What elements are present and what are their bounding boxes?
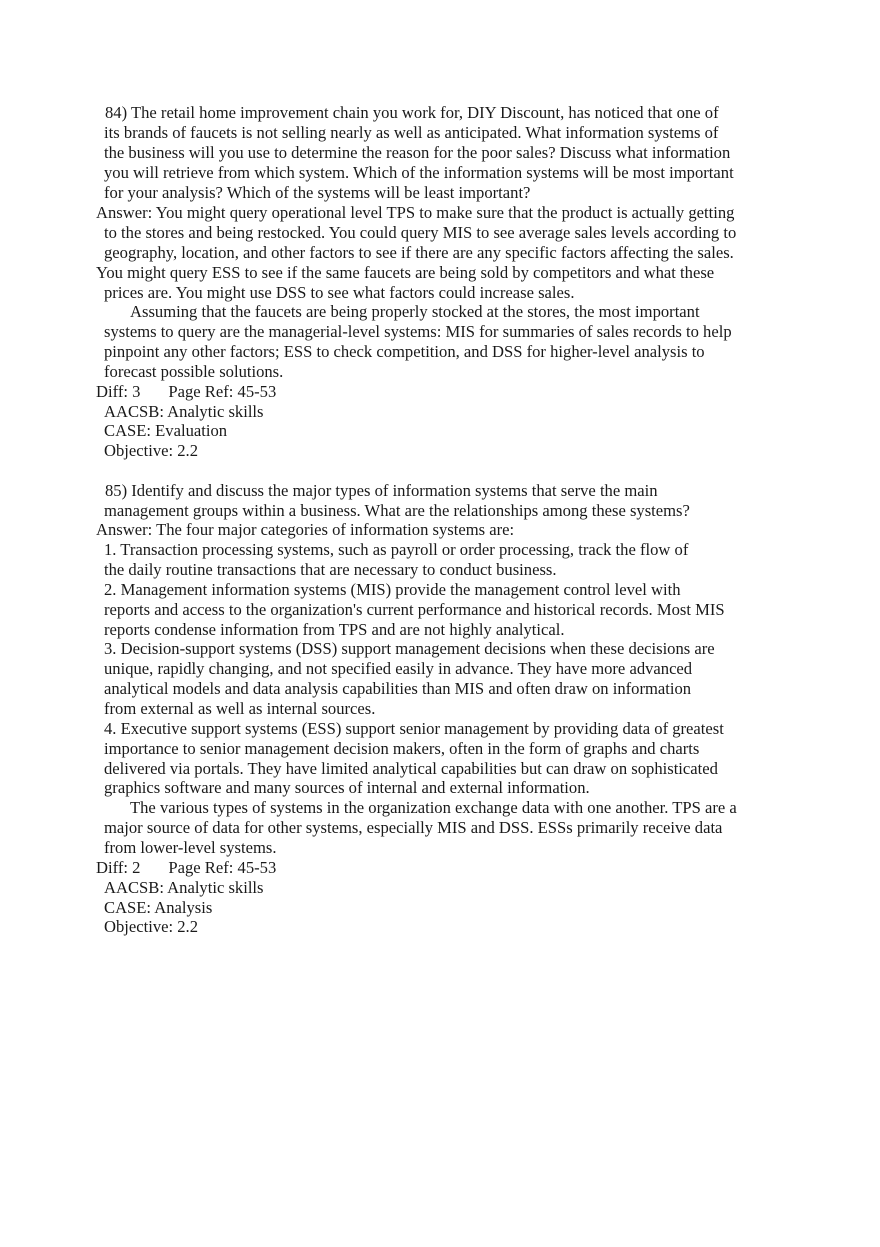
diff-value: Diff: 3: [96, 382, 141, 401]
page-ref: Page Ref: 45-53: [168, 382, 277, 401]
question-line: the business will you use to determine the reason for the poor sales? Discuss what information: [104, 143, 731, 162]
answer-line: importance to senior management decision makers, often in the form of graphs and charts: [104, 739, 700, 758]
question-line: 85) Identify and discuss the major types of information systems that serve the main: [105, 481, 658, 500]
answer-line: The various types of systems in the organization exchange data with one another. TPS are a: [130, 798, 737, 817]
answer-line: geography, location, and other factors to see if there are any specific factors affecting the sales.: [104, 243, 734, 262]
question-line: for your analysis? Which of the systems will be least important?: [104, 183, 531, 202]
answer-line: 1. Transaction processing systems, such as payroll or order processing, track the flow of: [104, 540, 689, 559]
answer-line: reports condense information from TPS and are not highly analytical.: [104, 620, 565, 639]
answer-line: from lower-level systems.: [104, 838, 277, 857]
answer-line: systems to query are the managerial-level systems: MIS for summaries of sales records to help: [104, 322, 732, 341]
answer-line: major source of data for other systems, especially MIS and DSS. ESSs primarily receive data: [104, 818, 723, 837]
answer-line: from external as well as internal sources.: [104, 699, 376, 718]
diff-line: [96, 858, 276, 878]
answer-line: graphics software and many sources of internal and external information.: [104, 778, 590, 797]
question-line: 84) The retail home improvement chain you work for, DIY Discount, has noticed that one of: [105, 103, 719, 122]
aacsb-line: AACSB: Analytic skills: [104, 402, 264, 421]
objective-line: Objective: 2.2: [104, 917, 199, 936]
question-line: you will retrieve from which system. Which of the information systems will be most important: [104, 163, 734, 182]
answer-line: forecast possible solutions.: [104, 362, 284, 381]
answer-line: to the stores and being restocked. You could query MIS to see average sales levels according to: [104, 223, 737, 242]
objective-line: Objective: 2.2: [104, 441, 199, 460]
answer-line: You might query ESS to see if the same faucets are being sold by competitors and what these: [96, 263, 715, 282]
case-line: CASE: Analysis: [104, 898, 213, 917]
answer-line: 4. Executive support systems (ESS) support senior management by providing data of greatest: [104, 719, 724, 738]
answer-line: 3. Decision-support systems (DSS) support management decisions when these decisions are: [104, 639, 715, 658]
answer-line: prices are. You might use DSS to see what factors could increase sales.: [104, 283, 575, 302]
question-line: its brands of faucets is not selling nearly as well as anticipated. What information systems of: [104, 123, 719, 142]
case-line: CASE: Evaluation: [104, 421, 228, 440]
answer-line: delivered via portals. They have limited analytical capabilities but can draw on sophisticated: [104, 759, 718, 778]
diff-line: [96, 382, 276, 402]
answer-line: pinpoint any other factors; ESS to check competition, and DSS for higher-level analysis to: [104, 342, 705, 361]
question-line: management groups within a business. What are the relationships among these systems?: [104, 501, 690, 520]
answer-line: unique, rapidly changing, and not specified easily in advance. They have more advanced: [104, 659, 693, 678]
page-ref: Page Ref: 45-53: [168, 858, 277, 877]
answer-line: analytical models and data analysis capabilities than MIS and often draw on information: [104, 679, 692, 698]
answer-line: reports and access to the organization's current performance and historical records. Most MIS: [104, 600, 725, 619]
diff-value: Diff: 2: [96, 858, 141, 877]
answer-line: 2. Management information systems (MIS) provide the management control level with: [104, 580, 681, 599]
answer-line: Answer: The four major categories of information systems are:: [96, 520, 515, 539]
answer-line: the daily routine transactions that are necessary to conduct business.: [104, 560, 557, 579]
answer-line: Answer: You might query operational level TPS to make sure that the product is actually getting: [96, 203, 735, 222]
answer-line: Assuming that the faucets are being properly stocked at the stores, the most important: [130, 302, 700, 321]
aacsb-line: AACSB: Analytic skills: [104, 878, 264, 897]
